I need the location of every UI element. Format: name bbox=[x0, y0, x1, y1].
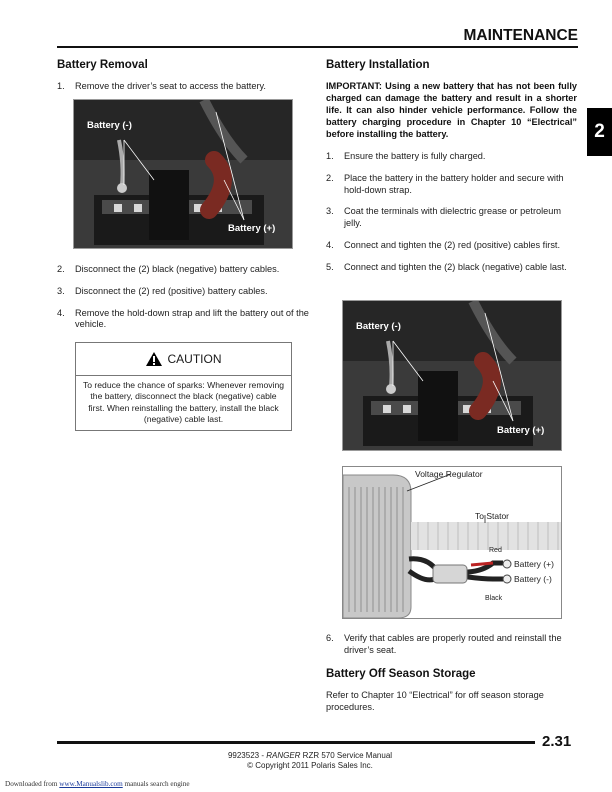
label-voltage-regulator: Voltage Regulator bbox=[415, 469, 483, 479]
battery-photo-installation bbox=[342, 300, 562, 451]
removal-steps-a bbox=[57, 81, 292, 93]
step-text: Remove the hold-down strap and lift the battery out of the vehicle. bbox=[75, 307, 309, 330]
footer-text bbox=[170, 751, 450, 771]
step-number: 1. bbox=[326, 151, 334, 161]
step-number: 3. bbox=[57, 285, 65, 296]
brand-name: RANGER bbox=[266, 751, 301, 760]
list-item bbox=[57, 264, 309, 276]
storage-heading: Battery Off Season Storage bbox=[326, 668, 476, 680]
caution-title: CAUTION bbox=[167, 352, 222, 366]
list-item bbox=[57, 81, 292, 93]
caution-header bbox=[76, 343, 291, 376]
section-title: MAINTENANCE bbox=[463, 27, 578, 44]
step-number: 4. bbox=[57, 307, 65, 318]
warning-icon bbox=[146, 352, 162, 366]
label-black: Black bbox=[485, 595, 503, 602]
download-note: Downloaded from www.Manualslib.com manuals search engine bbox=[5, 780, 190, 788]
step-text: Connect and tighten the (2) black (negative) cable last. bbox=[344, 261, 567, 272]
step-number: 2. bbox=[326, 172, 334, 183]
label-battery-negative: Battery (-) bbox=[514, 574, 552, 584]
list-item bbox=[326, 206, 577, 230]
photo-label-negative: Battery (-) bbox=[87, 120, 132, 131]
installation-step-6 bbox=[326, 633, 577, 657]
step-text: Remove the driver’s seat to access the battery. bbox=[75, 81, 266, 91]
step-number: 6. bbox=[326, 633, 334, 643]
voltage-regulator-diagram bbox=[342, 466, 562, 619]
battery-photo-removal bbox=[73, 99, 293, 249]
list-item bbox=[326, 262, 577, 274]
important-note: IMPORTANT: Using a new battery that has not been fully charged can damage the battery and result in a shorter life. It can also hinder vehicle performance. Follow the battery charging procedure in Chapter 10 “Electrical” before installing the battery. bbox=[326, 81, 577, 139]
chapter-tab: 2 bbox=[587, 108, 612, 156]
removal-steps-b bbox=[57, 264, 309, 331]
manualslib-link[interactable]: www.Manualslib.com bbox=[59, 780, 123, 788]
step-text: Coat the terminals with dielectric grease or petroleum jelly. bbox=[344, 206, 562, 229]
list-item bbox=[57, 286, 309, 298]
step-text: Ensure the battery is fully charged. bbox=[344, 151, 486, 161]
step-number: 1. bbox=[57, 81, 65, 91]
list-item bbox=[57, 308, 309, 332]
battery-removal-heading: Battery Removal bbox=[57, 59, 148, 71]
step-number: 4. bbox=[326, 239, 334, 250]
caution-box bbox=[75, 342, 292, 431]
copyright: © Copyright 2011 Polaris Sales Inc. bbox=[247, 761, 373, 770]
label-red: Red bbox=[489, 547, 502, 554]
battery-installation-heading: Battery Installation bbox=[326, 59, 430, 71]
step-text: Connect and tighten the (2) red (positive) cables first. bbox=[344, 239, 561, 250]
step-text: Disconnect the (2) red (positive) battery cables. bbox=[75, 285, 268, 296]
footer-rule bbox=[57, 741, 535, 744]
label-battery-positive: Battery (+) bbox=[514, 559, 554, 569]
photo-label-negative: Battery (-) bbox=[356, 321, 401, 332]
step-text: Verify that cables are properly routed and reinstall the driver’s seat. bbox=[344, 633, 562, 655]
step-text: Place the battery in the battery holder and secure with hold-down strap. bbox=[344, 172, 564, 195]
header-rule bbox=[57, 46, 578, 48]
caution-text: To reduce the chance of sparks: Whenever removing the battery, disconnect the black (negative) cable first. When reinstalling the battery, install the black (negative) cable last. bbox=[82, 380, 285, 425]
step-number: 2. bbox=[57, 264, 65, 274]
step-number: 5. bbox=[326, 261, 334, 272]
step-text: Disconnect the (2) black (negative) battery cables. bbox=[75, 264, 280, 274]
installation-steps bbox=[326, 151, 577, 274]
list-item bbox=[326, 240, 577, 252]
photo-label-positive: Battery (+) bbox=[228, 223, 276, 234]
list-item bbox=[326, 633, 577, 657]
photo-label-positive: Battery (+) bbox=[497, 425, 545, 436]
list-item bbox=[326, 173, 577, 197]
page-number: 2.31 bbox=[542, 733, 572, 750]
step-number: 3. bbox=[326, 206, 334, 217]
label-to-stator: To Stator bbox=[475, 511, 510, 521]
list-item bbox=[326, 151, 577, 163]
manual-title: 9923523 - RANGER RZR 570 Service Manual bbox=[227, 751, 393, 760]
storage-text: Refer to Chapter 10 “Electrical” for off season storage procedures. bbox=[326, 690, 544, 712]
regulator-illustration bbox=[343, 467, 561, 618]
